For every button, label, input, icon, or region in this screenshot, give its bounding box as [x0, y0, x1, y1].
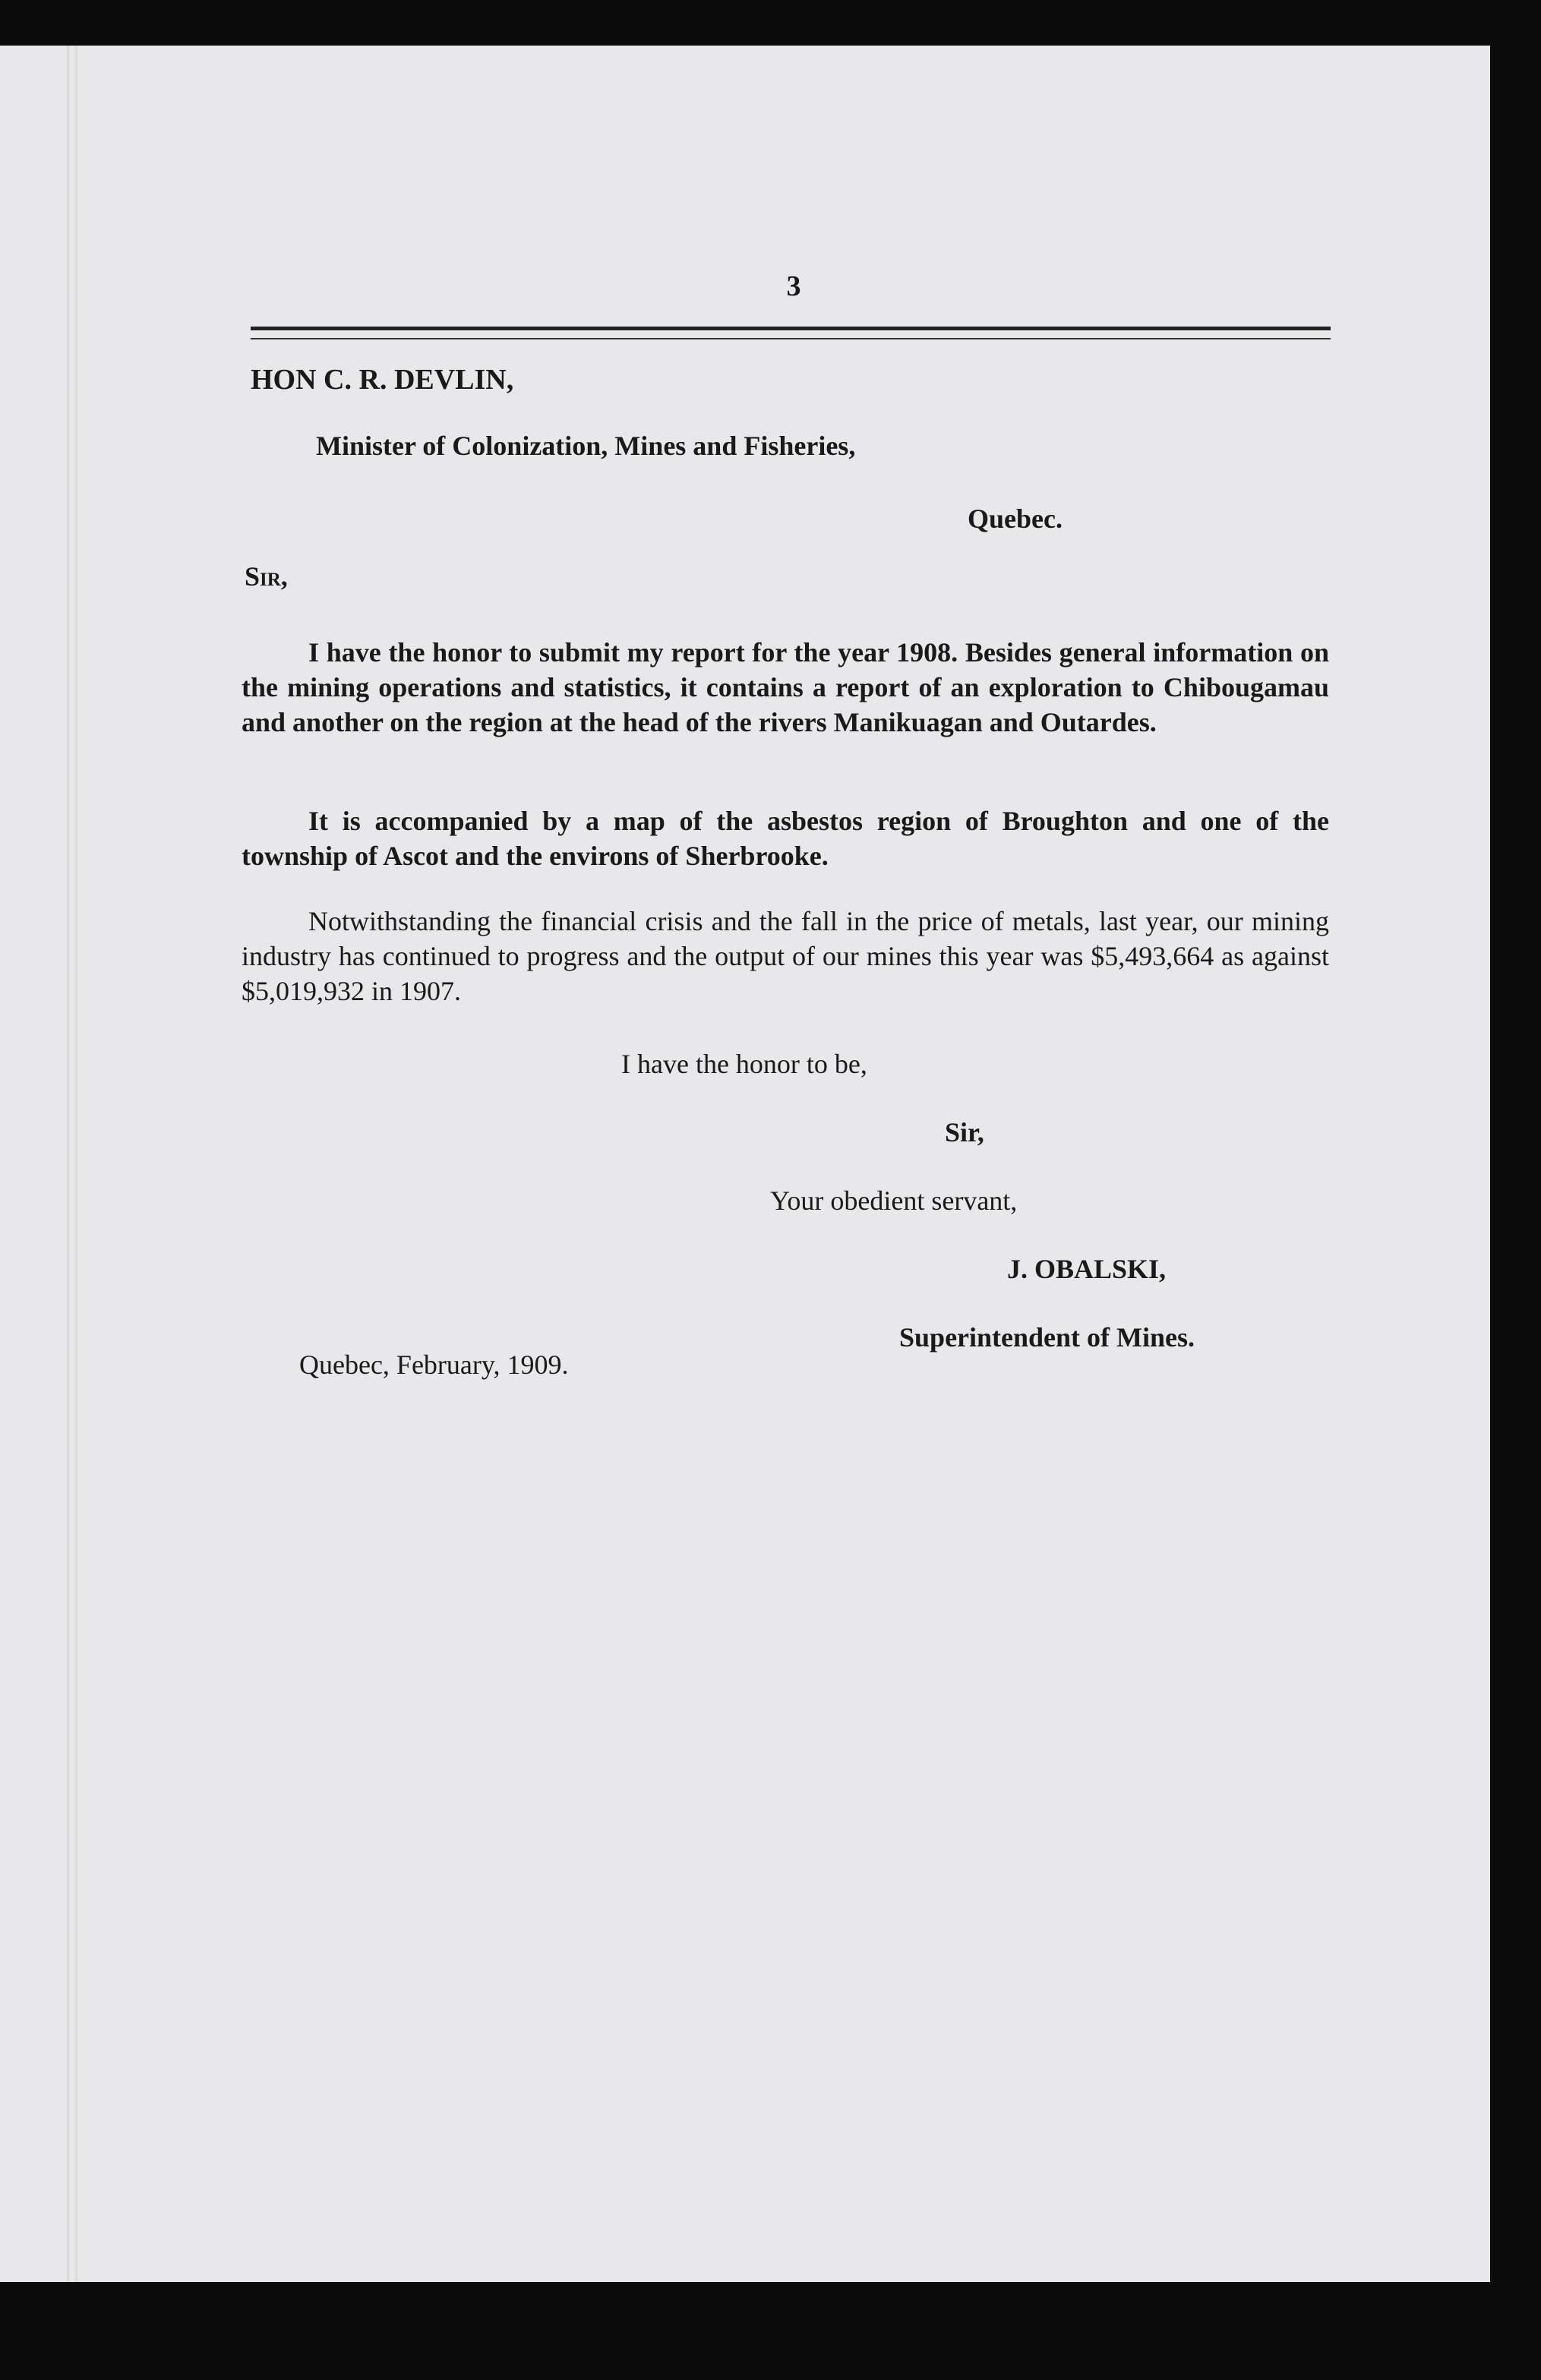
- page-number: 3: [786, 270, 801, 302]
- scan-border: [1490, 0, 1541, 2380]
- book-spine: [67, 46, 77, 2282]
- signature: J. OBALSKI,: [1007, 1254, 1167, 1284]
- paragraph-2: It is accompanied by a map of the asbestos region of Broughton and one of the township of Ascot and the environs of Sherbrooke.: [242, 806, 1329, 871]
- closing-honor-line: I have the honor to be,: [621, 1049, 867, 1079]
- addressee-city: Quebec.: [968, 503, 1063, 534]
- salutation: Sir,: [245, 561, 288, 592]
- place-date: Quebec, February, 1909.: [299, 1349, 569, 1380]
- closing-sir: Sir,: [945, 1117, 984, 1147]
- document-page: [0, 46, 1490, 2282]
- paragraph-1: I have the honor to submit my report for the year 1908. Besides general information on the mining operations and statistics, it contains a report of an exploration to Chibougamau and another on the region at the head of the rivers Manikuagan and Outardes.: [242, 637, 1329, 737]
- addressee-name: HON C. R. DEVLIN,: [251, 364, 514, 396]
- header-rule-thin: [251, 338, 1331, 339]
- signer-title: Superintendent of Mines.: [899, 1322, 1195, 1353]
- header-rule: [251, 327, 1331, 330]
- paragraph-3: Notwithstanding the financial crisis and the fall in the price of metals, last year, our mining industry has continued to progress and the output of our mines this year was $5,493,664 as against $5,019,932 in 1907.: [242, 906, 1329, 1006]
- addressee-title: Minister of Colonization, Mines and Fisheries,: [316, 431, 856, 461]
- closing-servant: Your obedient servant,: [770, 1185, 1018, 1216]
